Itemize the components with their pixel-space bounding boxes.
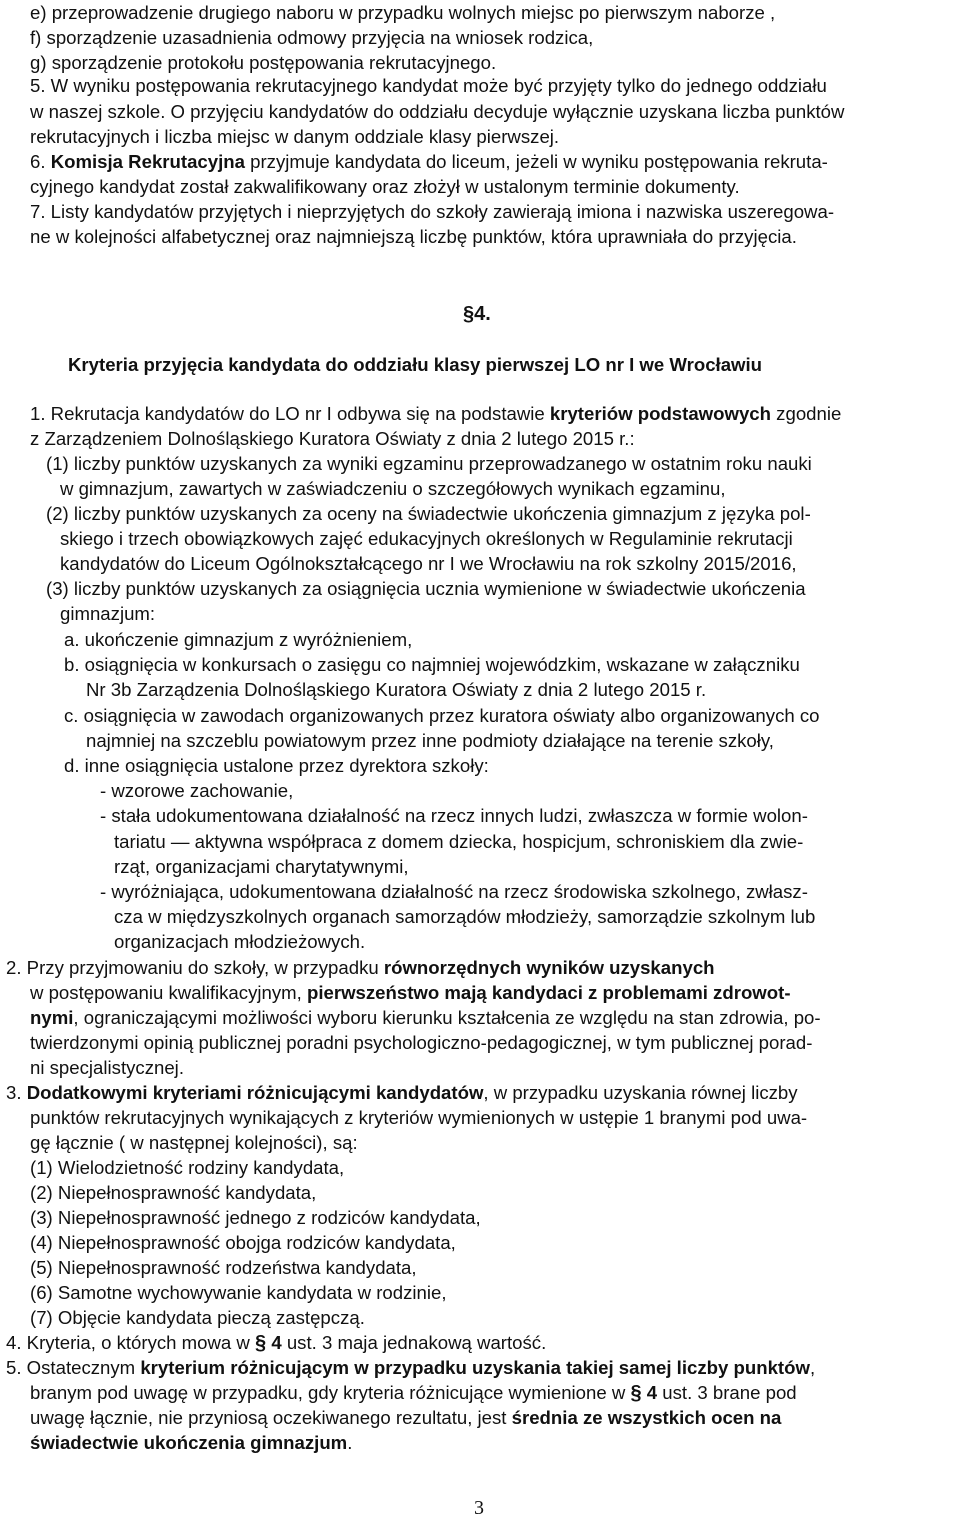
s3-list-item: (5) Niepełnosprawność rodzeństwa kandydata, (30, 1257, 417, 1278)
s1-sub-b-line-1: b. osiągnięcia w konkursach o zasięgu co najmniej wojewódzkim, wskazane w załączniku (64, 654, 800, 675)
s1-sub-c-line-2: najmniej na szczeblu powiatowym przez inne podmioty działające na terenie szkoły, (86, 730, 774, 751)
s1-line-1: 1. Rekrutacja kandydatów do LO nr I odbywa się na podstawie kryteriów podstawowych zgodnie (30, 403, 842, 424)
s1-d-bullet-3-line-1: - wyróżniająca, udokumentowana działalność na rzecz środowiska szkolnego, zwłasz- (100, 881, 808, 902)
s2-line-2: w postępowaniu kwalifikacyjnym, pierwszeństwo mają kandydaci z problemami zdrowot- (30, 982, 791, 1003)
s5-line-3: uwagę łącznie, nie przyniosą oczekiwanego rezultatu, jest średnia ze wszystkich ocen na (30, 1407, 782, 1428)
s3-list-item: (7) Objęcie kandydata pieczą zastępczą. (30, 1307, 365, 1328)
s1-d-bullet-2-line-1: - stała udokumentowana działalność na rzecz innych ludzi, zwłaszcza w formie wolon- (100, 805, 808, 826)
s1-d-bullet-3-line-3: organizacjach młodzieżowych. (114, 931, 366, 952)
paragraph-7-line-2: ne w kolejności alfabetycznej oraz najmniejszą liczbę punktów, która uprawniała do przyjęcia. (30, 226, 797, 247)
s4-line: 4. Kryteria, o których mowa w § 4 ust. 3 maja jednakową wartość. (6, 1332, 547, 1354)
s3-line-2: punktów rekrutacyjnych wynikających z kryteriów wymienionych w ustępie 1 branymi pod uwa- (30, 1107, 808, 1128)
section-title: Kryteria przyjęcia kandydata do oddziału klasy pierwszej LO nr I we Wrocławiu (68, 354, 763, 375)
s1-item-2-line-1: (2) liczby punktów uzyskanych za oceny na świadectwie ukończenia gimnazjum z języka pol- (46, 503, 811, 524)
s1-item-1-line-2: w gimnazjum, zawartych w zaświadczeniu o szczegółowych wynikach egzaminu, (60, 478, 726, 499)
s1-line-2: z Zarządzeniem Dolnośląskiego Kuratora Oświaty z dnia 2 lutego 2015 r.: (30, 428, 635, 449)
s1-sub-a: a. ukończenie gimnazjum z wyróżnieniem, (64, 629, 413, 650)
s1-d-bullet-1: - wzorowe zachowanie, (100, 780, 294, 801)
paragraph-7-line-1: 7. Listy kandydatów przyjętych i nieprzyjętych do szkoły zawierają imiona i nazwiska uszeregowa- (30, 201, 835, 222)
s5-line-4: świadectwie ukończenia gimnazjum. (30, 1432, 353, 1453)
s1-sub-b-line-2: Nr 3b Zarządzenia Dolnośląskiego Kuratora Oświaty z dnia 2 lutego 2015 r. (86, 679, 707, 700)
s1-item-1-line-1: (1) liczby punktów uzyskanych za wyniki egzaminu przeprowadzanego w ostatnim roku nauki (46, 453, 812, 474)
s3-list-item: (6) Samotne wychowywanie kandydata w rodzinie, (30, 1282, 447, 1303)
s1-d-bullet-3-line-2: cza w międzyszkolnych organach samorządów młodzieży, samorządzie szkolnym lub (114, 906, 816, 927)
s1-item-3-line-2: gimnazjum: (60, 603, 156, 624)
s1-item-2-line-3: kandydatów do Liceum Ogólnokształcącego nr I we Wrocławiu na rok szkolny 2015/2016, (60, 553, 797, 574)
s3-line-1: 3. Dodatkowymi kryteriami różnicującymi kandydatów, w przypadku uzyskania równej liczby (6, 1082, 798, 1103)
page-number: 3 (474, 1497, 484, 1519)
s2-line-1: 2. Przy przyjmowaniu do szkoły, w przypadku równorzędnych wyników uzyskanych (6, 957, 715, 978)
s3-list-item: (4) Niepełnosprawność obojga rodziców kandydata, (30, 1232, 456, 1253)
s1-d-bullet-2-line-3: rząt, organizacjami charytatywnymi, (114, 856, 409, 877)
s2-line-4: twierdzonymi opinią publicznej poradni psychologiczno-pedagogicznej, w tym publicznej porad- (30, 1032, 813, 1053)
paragraph-5-line-1: 5. W wyniku postępowania rekrutacyjnego kandydat może być przyjęty tylko do jednego oddziału (30, 75, 827, 96)
paragraph-5-line-3: rekrutacyjnych i liczba miejsc w danym oddziale klasy pierwszej. (30, 126, 560, 147)
s1-sub-c-line-1: c. osiągnięcia w zawodach organizowanych przez kuratora oświaty albo organizowanych co (64, 705, 820, 726)
s5-line-2: branym pod uwagę w przypadku, gdy kryteria różnicujące wymienione w § 4 ust. 3 brane pod (30, 1382, 797, 1404)
list-item-f: f) sporządzenie uzasadnienia odmowy przyjęcia na wniosek rodzica, (30, 27, 594, 48)
s1-item-2-line-2: skiego i trzech obowiązkowych zajęć edukacyjnych określonych w Regulaminie rekrutacji (60, 528, 793, 549)
list-item-g: g) sporządzenie protokołu postępowania rekrutacyjnego. (30, 52, 497, 73)
section-number: §4. (463, 303, 491, 325)
s5-line-1: 5. Ostatecznym kryterium różnicującym w przypadku uzyskania takiej samej liczby punktów, (6, 1357, 816, 1378)
s3-line-3: gę łącznie ( w następnej kolejności), są: (30, 1132, 358, 1153)
list-item-e: e) przeprowadzenie drugiego naboru w przypadku wolnych miejsc po pierwszym naborze , (30, 2, 776, 23)
s2-line-3: nymi, ograniczającymi możliwości wyboru kierunku kształcenia ze względu na stan zdrowia, po- (30, 1007, 821, 1028)
s1-item-3-line-1: (3) liczby punktów uzyskanych za osiągnięcia ucznia wymienione w świadectwie ukończenia (46, 578, 806, 599)
paragraph-6-line-2: cyjnego kandydat został zakwalifikowany oraz złożył w ustalonym terminie dokumenty. (30, 176, 740, 197)
s1-sub-d: d. inne osiągnięcia ustalone przez dyrektora szkoły: (64, 755, 489, 776)
paragraph-5-line-2: w naszej szkole. O przyjęciu kandydatów do oddziału decyduje wyłącznie uzyskana liczba punktów (30, 101, 845, 122)
s3-list-item: (2) Niepełnosprawność kandydata, (30, 1182, 317, 1203)
s1-d-bullet-2-line-2: tariatu — aktywna współpraca z domem dziecka, hospicjum, schroniskiem dla zwie- (114, 831, 804, 852)
s3-list-item: (1) Wielodzietność rodziny kandydata, (30, 1157, 345, 1178)
s2-line-5: ni specjalistycznej. (30, 1057, 184, 1078)
s3-list-item: (3) Niepełnosprawność jednego z rodziców kandydata, (30, 1207, 481, 1228)
paragraph-6-line-1: 6. Komisja Rekrutacyjna przyjmuje kandydata do liceum, jeżeli w wyniku postępowania rekruta- (30, 151, 828, 172)
